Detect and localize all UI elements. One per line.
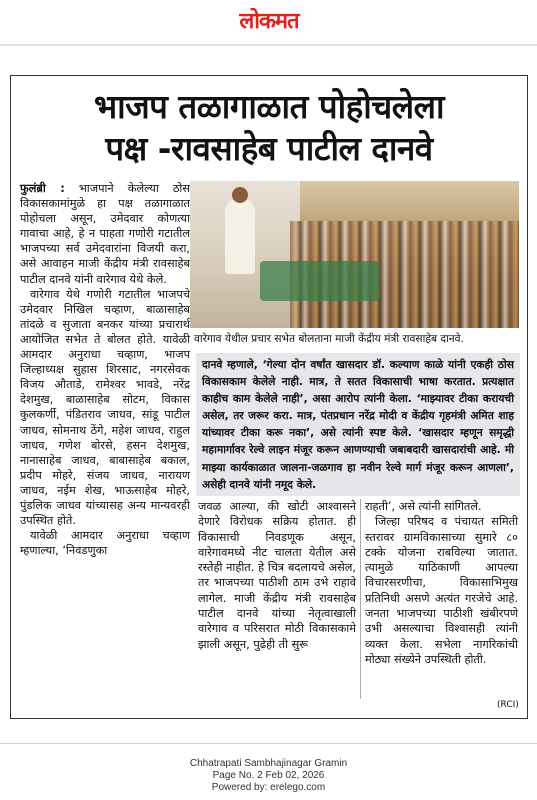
lead-text: भाजपाने केलेल्या ठोस विकासकामांमुळे हा पक्ष तळागाळात पोहोचला असून, उमेदवार कोणत्या गावाचा आहे, हे न पाहता गणोरी गटातील भाजपच्या सर्व उमेदवारांना विजयी करा, असे आवाहन माजी केंद्रीय मंत्री रावसाहेब पाटील दानवे यांनी वारेगाव येथे केले. xyxy=(20,182,190,286)
photo-speaker xyxy=(225,199,255,274)
left-column xyxy=(20,181,190,558)
right-column xyxy=(365,499,518,667)
body-paragraph: यावेळी आमदार अनुराधा चव्हाण म्हणाल्या, ‘निवडणुका xyxy=(20,529,190,558)
middle-column: जवळ आल्या, की खोटी आश्वासने देणारे विरोधक सक्रिय होतात. ही विकासाची निवडणूक असून, वारेगावमध्ये नीट चालता येतील असे रस्तेही नाहीत. हे चित्र बदलायचे असेल, तर भाजपच्या पाठीशी ठाम उभे राहावे लागेल. माजी केंद्रीय मंत्री रावसाहेब पाटील दानवे यांच्या नेतृत्वाखाली वारेगाव व परिसरात मोठी विकासकामे झाली असून, पुढेही ती सुरू xyxy=(198,500,356,651)
body-paragraph: जिल्हा परिषद व पंचायत समिती स्तरावर ग्रामविकासाच्या सुमारे ८० टक्के योजना राबविल्या जातात. त्यामुळे याठिकाणी आपल्या विचारसरणीचा, विकासाभिमुख प्रतिनिधी असणे अत्यंत गरजेचे आहे. जनता भाजपच्या पाठीशी खंबीरपणे उभी असल्याचा विश्वासही त्यांनी व्यक्त केला. सभेला नागरिकांची मोठ्या संख्येने उपस्थिती होती. xyxy=(365,515,518,666)
lead-paragraph xyxy=(20,181,190,287)
source-credit: (RCI) xyxy=(497,700,519,710)
photo-caption: वारेगाव येथील प्रचार सभेत बोलताना माजी केंद्रीय मंत्री रावसाहेब दानवे. xyxy=(194,333,464,345)
headline-line-2: पक्ष -रावसाहेब पाटील दानवे xyxy=(105,129,433,168)
dateline: फुलंब्री : xyxy=(20,182,65,195)
body-paragraph: वारेगाव येथे गणोरी गटातील भाजपचे उमेदवार निखिल चव्हाण, बाळासाहेब तांदळे व सुजाता बनकर यांच्या प्रचारार्थ आयोजित सभेत ते बोलत होते. यावेळी आमदार अनुराधा चव्हाण, भाजप जिल्हाध्यक्ष सुहास शिरसाट, नगरसेवक विजय औताडे, रामेश्वर भावडे, नरेंद्र देशमुख, बाळासाहेब सोटम, विकास कुलकर्णी, पंडितराव जाधव, सांडू पाटील जाधव, सोमनाथ ठेंगे, महेश जाधव, राहुल जाधव, गणेश बोरसे, हसन देशमुख, नानासाहेब जाधव, बाबासाहेब बकाल, प्रदीप मोहरे, संजय जाधव, नारायण जाधव, नईम शेख, भाऊसाहेब मोहरे, पुंडलिक जाधव यांच्यासह अन्य मान्यवरही उपस्थित होते. xyxy=(20,287,190,528)
news-article xyxy=(10,75,528,719)
column-divider xyxy=(360,499,361,699)
lokmat-logo: लोकमत xyxy=(239,9,299,34)
body-paragraph: राहती’, असे त्यांनी सांगितले. xyxy=(365,500,482,513)
article-headline xyxy=(11,86,527,170)
footer-page-date: Page No. 2 Feb 02, 2026 xyxy=(212,770,325,781)
footer-edition: Chhatrapati Sambhajinagar Gramin xyxy=(189,758,348,769)
page-footer xyxy=(0,758,537,794)
masthead xyxy=(0,0,537,46)
rally-photo xyxy=(190,181,519,328)
photo-speaker-head xyxy=(232,187,248,203)
footer-divider xyxy=(0,743,537,744)
footer-powered-link[interactable]: Powered by: erelego.com xyxy=(211,782,326,793)
headline-line-1: भाजप तळागाळात पोहोचलेला xyxy=(93,87,445,126)
pullquote-box: दानवे म्हणाले, ‘गेल्या दोन वर्षांत खासदार डॉ. कल्याण काळे यांनी एकही ठोस विकासकाम केलेले नाही. मात्र, ते सतत विकासाची भाषा करतात. प्रत्यक्षात काहीच काम केलेले नाही’, असा आरोप त्यांनी केला. ‘माझ्यावर टीका करायची असेल, तर जरूर करा. मात्र, पंतप्रधान नरेंद्र मोदी व केंद्रीय गृहमंत्री अमित शाह यांच्यावर टीका करू नका’, असे त्यांनी स्पष्ट केले. ‘खासदार म्हणून समृद्धी महामार्गावर रेल्वे लाइन मंजूर करून आणण्याची जबाबदारी खासदारांची आहे. मी माझ्या कार्यकाळात जालना-जळगाव हा नवीन रेल्वे मार्ग मंजूर करून आणला’, असेही दानवे यांनी नमूद केले. xyxy=(196,353,520,496)
masthead-divider xyxy=(0,44,537,46)
photo-carpet xyxy=(260,261,380,301)
